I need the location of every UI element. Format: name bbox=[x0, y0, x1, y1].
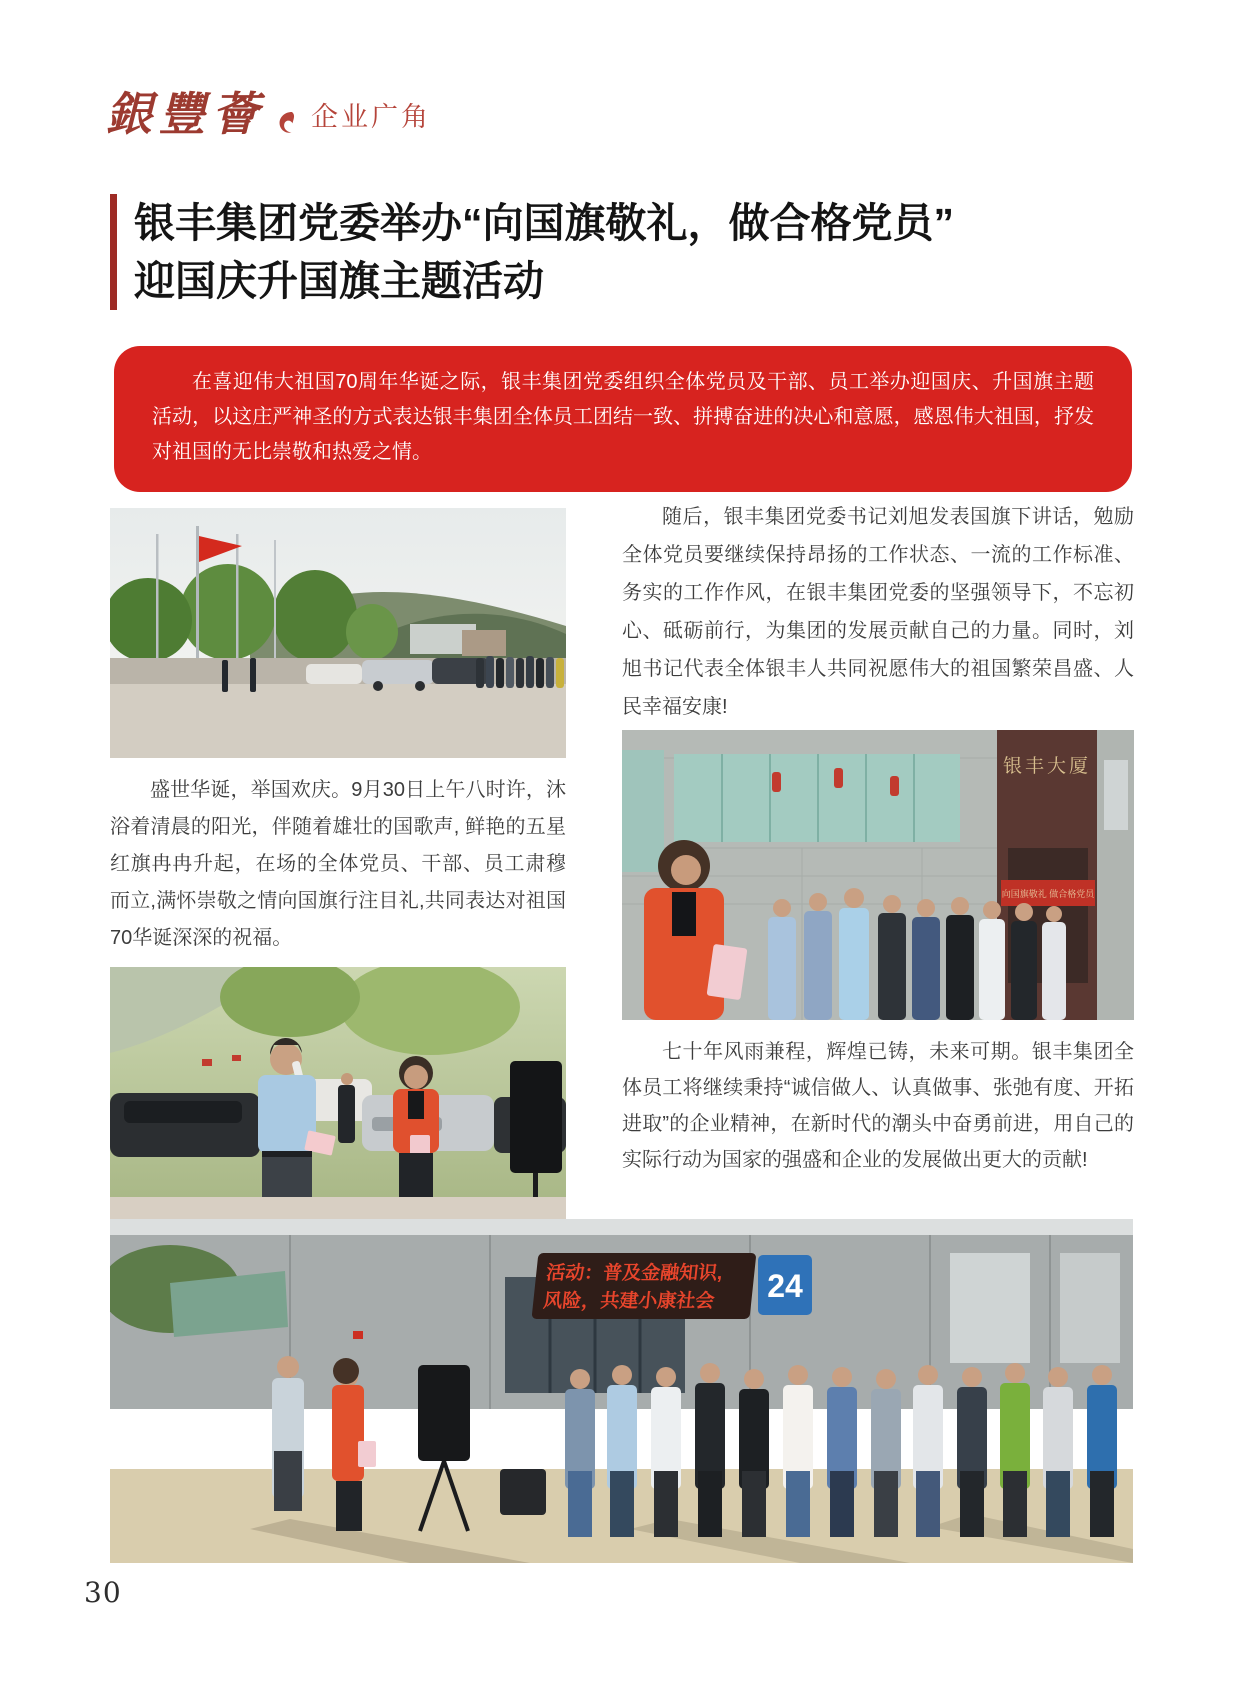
photo-group-scene bbox=[110, 1219, 1133, 1563]
car-wheel bbox=[373, 681, 383, 691]
attendees-line bbox=[476, 656, 564, 688]
masthead bbox=[106, 84, 431, 144]
column-right bbox=[622, 498, 1134, 1178]
building-sign: 银丰大厦 bbox=[1002, 756, 1092, 777]
small-red-flag bbox=[353, 1331, 363, 1339]
guard-head bbox=[341, 1073, 353, 1085]
roof-strip bbox=[110, 1219, 1133, 1235]
photo-group-wide bbox=[110, 1219, 1133, 1563]
building bbox=[462, 630, 506, 656]
paragraph-right-2: 七十年风雨兼程，辉煌已铸，未来可期。银丰集团全体员工将继续秉持“诚信做人、认真做事、张弛有度、开拓进取”的企业精神，在新时代的潮头中奋勇前进，用自己的实际行动为国家的强盛和企业的发展做出更大的贡献! bbox=[622, 1041, 1134, 1171]
car-wheel bbox=[415, 681, 425, 691]
section-label: 企业广角 bbox=[311, 102, 431, 132]
right-window bbox=[950, 1253, 1030, 1363]
led-line-1: 活动：普及金融知识, bbox=[545, 1263, 724, 1284]
lead-banner bbox=[114, 346, 1132, 492]
photo-building bbox=[622, 730, 1134, 1020]
lead-paragraph: 在喜迎伟大祖国70周年华诞之际，银丰集团党委组织全体党员及干部、员工举办迎国庆、升国旗主题活动，以这庄严神圣的方式表达银丰集团全体员工团结一致、拼搏奋进的决心和意愿，感恩伟大祖国，抒发对祖国的无比崇敬和热爱之情。 bbox=[152, 371, 1094, 463]
photo-flag-raising bbox=[110, 508, 566, 758]
right-window bbox=[1104, 760, 1128, 830]
speaker-box bbox=[510, 1061, 562, 1173]
photo-speech-scene bbox=[110, 967, 566, 1222]
small-red-flag bbox=[232, 1055, 241, 1061]
paragraph-left-1: 盛世华诞，举国欢庆。9月30日上午八时许，沐浴着清晨的阳光，伴随着雄壮的国歌声, 鲜艳的五星红旗冉冉升起，在场的全体党员、干部、员工肃穆而立,满怀崇敬之情向国旗行注目礼,共同表达对祖国70华诞深深的祝福。 bbox=[110, 779, 566, 949]
host-woman-head bbox=[404, 1065, 428, 1089]
led-line-2: 风险，共建小康社会 bbox=[542, 1291, 716, 1312]
tree bbox=[346, 604, 398, 660]
speaker-man-belt bbox=[262, 1151, 312, 1157]
photo-speech bbox=[110, 967, 566, 1222]
flag-attendant bbox=[222, 660, 228, 692]
photo-building-scene bbox=[622, 730, 1134, 1020]
side-glass bbox=[622, 750, 664, 872]
small-red-flag bbox=[202, 1059, 212, 1066]
flag-attendant bbox=[250, 658, 256, 692]
atm-24-label: 24 bbox=[767, 1268, 803, 1304]
building-banner-text: 向国旗敬礼 做合格党员 bbox=[1001, 889, 1095, 899]
magazine-logo: 銀豐薈 bbox=[106, 87, 265, 141]
swirl-icon bbox=[277, 110, 299, 136]
car-window bbox=[124, 1101, 242, 1123]
right-window bbox=[1060, 1253, 1120, 1363]
page-number: 30 bbox=[84, 1576, 122, 1609]
red-lantern bbox=[890, 776, 899, 796]
paragraph-right-1: 随后，银丰集团党委书记刘旭发表国旗下讲话，勉励全体党员要继续保持昂扬的工作状态、一流的工作标准、务实的工作作风，在银丰集团党委的坚强领导下，不忘初心、砥砺前行，为集团的发展贡献自己的力量。同时，刘旭书记代表全体银丰人共同祝愿伟大的祖国繁荣昌盛、人民幸福安康! bbox=[622, 506, 1134, 718]
title-line-1: 银丰集团党委举办“向国旗敬礼，做合格党员” bbox=[134, 200, 954, 246]
red-lantern bbox=[834, 768, 843, 788]
car bbox=[362, 660, 434, 684]
led-sign bbox=[531, 1253, 756, 1319]
photo-flag-raising-scene bbox=[110, 508, 566, 758]
car bbox=[306, 664, 362, 684]
red-lantern bbox=[772, 772, 781, 792]
tree bbox=[273, 570, 357, 662]
tree bbox=[180, 564, 276, 660]
guard-body bbox=[338, 1085, 355, 1143]
title-line-2: 迎国庆升国旗主题活动 bbox=[134, 258, 544, 304]
atm-24h-sign bbox=[758, 1255, 812, 1315]
column-left bbox=[110, 508, 566, 1222]
host-woman-inner bbox=[408, 1091, 424, 1119]
article-title bbox=[110, 194, 1146, 310]
